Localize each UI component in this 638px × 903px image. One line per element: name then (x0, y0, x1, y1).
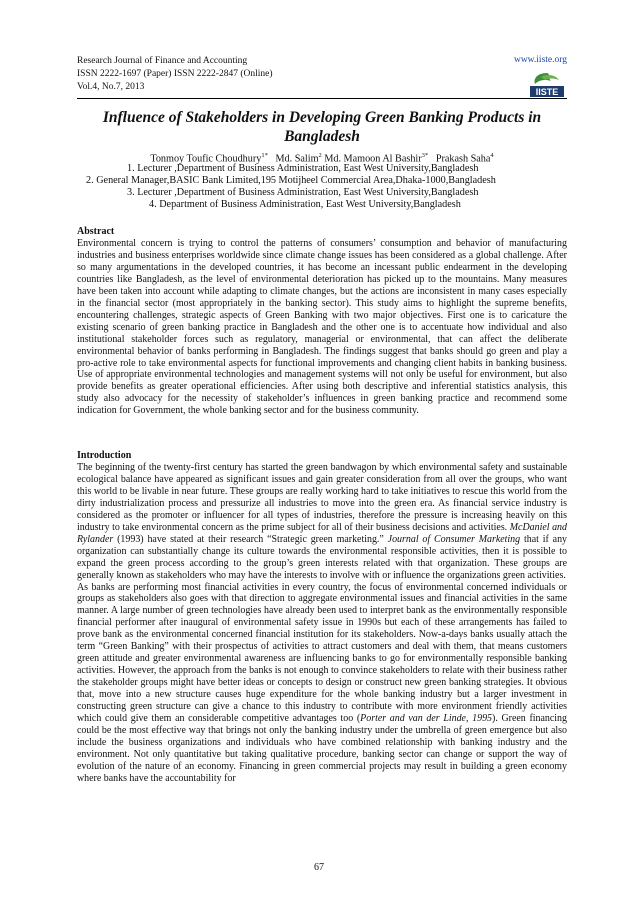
abstract-text (77, 238, 567, 417)
affiliation-4: 4. Department of Business Administration, East West University,Bangladesh (149, 199, 461, 210)
affiliation-1: 1. Lecturer ,Department of Business Administration, East West University,Bangladesh (127, 163, 479, 174)
author-4-sup: 4 (490, 152, 494, 159)
logo-text: IISTE (535, 87, 559, 97)
intro-p2-citation: Porter and van der Linde, 1995 (360, 713, 493, 725)
intro-p1-part-c: that if any organization can substantially change its culture towards the environmental responsible activities, then it is possible to expand the green process according to the group’s green interests related with that organization. These groups are generally known as stakeholders who may have the interests to involve with or influence the organizations green activities. (77, 533, 568, 581)
journal-volume: Vol.4, No.7, 2013 (77, 82, 145, 92)
journal-header (77, 55, 567, 97)
paper-title: Influence of Stakeholders in Developing Green Banking Products in Bangladesh (102, 109, 542, 145)
journal-issn: ISSN 2222-1697 (Paper) ISSN 2222-2847 (Online) (77, 69, 273, 79)
intro-p2-part-a: As banks are performing most financial activities in every country, the focus of environmental concerned individuals or groups as stakeholders also goes with that direction to aggregate environmental issues and financial activities in the same manner. A large number of green technologies have already been used to interpret bank as the environmentally responsible financial performer after inaugural of environmental safety issue in 1990s but each of these arrangements has failed to prove bank as the environmental concerned financial institution for its stakeholders. Now-a-days banks usually attach the term “Green Banking” with their prospectus of activities to attract customers and deal with them, that means customers green attitude and greater environmental awareness are influencing banks to go for environmentally responsible banking activities. However, the approach from the banks is not enough to convince stakeholders to relate with their business rather the stakeholder groups might have better ideas or concepts to design or construct new green banking strategies. It obvious that, move into a new structure causes huge expenditure for the whole banking industry but a larger investment in constructing green structure can give a chance to this industry to contribute with more environment friendly activities which could give them an considerable competitive advantages too ( (77, 581, 567, 725)
author-2: Md. Salim (275, 153, 319, 165)
intro-p1-part-a: The beginning of the twenty-first century has started the green bandwagon by which environmental safety and sustainable ecological balance have appeared as significant issues and gain greater consideration from all over the groups, who want this world to be livable in near future. These groups are really working hard to take initiatives to rescue this world from the dirty industrialization process and pressurize all industries to move into the green era. As financial service industry is considered as the promoter or influencer for all types of industries, therefore the pressure is increasing heavily on this industry to take environmental concern as the prime subject for all of their business decisions and activities. (77, 462, 567, 533)
page-number: 67 (314, 862, 324, 873)
intro-p1-journal: Journal of Consumer Marketing (387, 533, 521, 545)
abstract-paragraph: Environmental concern is trying to control the patterns of consumers’ consumption and behavior of manufacturing industries and business enterprises worldwide since climate change issues has been considered as a global challenge. After so many argumentations in the developed countries, it has become an incessant public endearment in the developing countries like Bangladesh, as the level of environmental deterioration has picked up to the mountains. Many measures have been taken into account while adapting to climate changes, but the actions are inconsistent in many cases especially in the financial sector (most appropriately in the banking sector). This study aims to highlight the supreme benefits, encountering challenges, strategic aspects of Green Banking with two major objectives. First one is to caricature the existing scenario of green banking practice in Bangladesh and the other one is to accentuate how individual and also institutional stakeholder forces such as regulatory, managerial or environmental, that can affect the deliberate environmental behavior of banks performing in Bangladesh. The findings suggest that banks should go green and play a pro-active role to take environmental aspects for functional improvements and changing client habits in banking business. Use of appropriate environmental technologies and management systems will not only be useful for environment, but also provide benefits as greater operational efficiencies. After using both descriptive and inferential statistics analysis, this study also advocacy for the necessity of stakeholder’s influences in green banking practice and recommend some indication for Government, the whole banking sector and for the business community. (77, 238, 567, 417)
header-rule (77, 98, 567, 99)
journal-name: Research Journal of Finance and Accounting (77, 56, 248, 66)
author-2-sup: 2 (318, 152, 322, 159)
introduction-heading: Introduction (77, 450, 132, 461)
author-1: Tonmoy Toufic Choudhury (150, 153, 262, 165)
affiliation-3: 3. Lecturer ,Department of Business Administration, East West University,Bangladesh (127, 187, 479, 198)
author-1-sup: 1* (261, 152, 268, 159)
intro-p1-citation: McDaniel and Rylander (77, 521, 567, 545)
journal-url-link[interactable]: www.iiste.org (513, 55, 567, 65)
abstract-heading: Abstract (77, 226, 115, 237)
iiste-logo-icon (527, 71, 567, 99)
intro-paragraph-1 (77, 462, 567, 582)
intro-p2-part-b: ). Green financing could be the most effective way that brings not only the banking industry under the umbrella of green emergence but also include the business organizations and individuals who have combined relationship with banking industry and the environment. Not only quantitative but taking qualitative procedure, banking sector can change or support the way of evolution of the nature of an economy. Financing in green commercial projects may result in building a green economy where banks have the accountability for (77, 713, 567, 784)
intro-paragraph-2 (77, 582, 567, 785)
author-4: Prakash Saha (435, 153, 491, 165)
affiliation-2: 2. General Manager,BASIC Bank Limited,195 Motijheel Commercial Area,Dhaka-1000,Bangladesh (86, 175, 496, 186)
introduction-text (77, 462, 567, 785)
author-3: Md. Mamoon Al Bashir (324, 153, 422, 165)
author-3-sup: 3* (421, 152, 429, 159)
intro-p1-part-b: (1993) have stated at their research “Strategic green marketing.” (117, 533, 384, 545)
